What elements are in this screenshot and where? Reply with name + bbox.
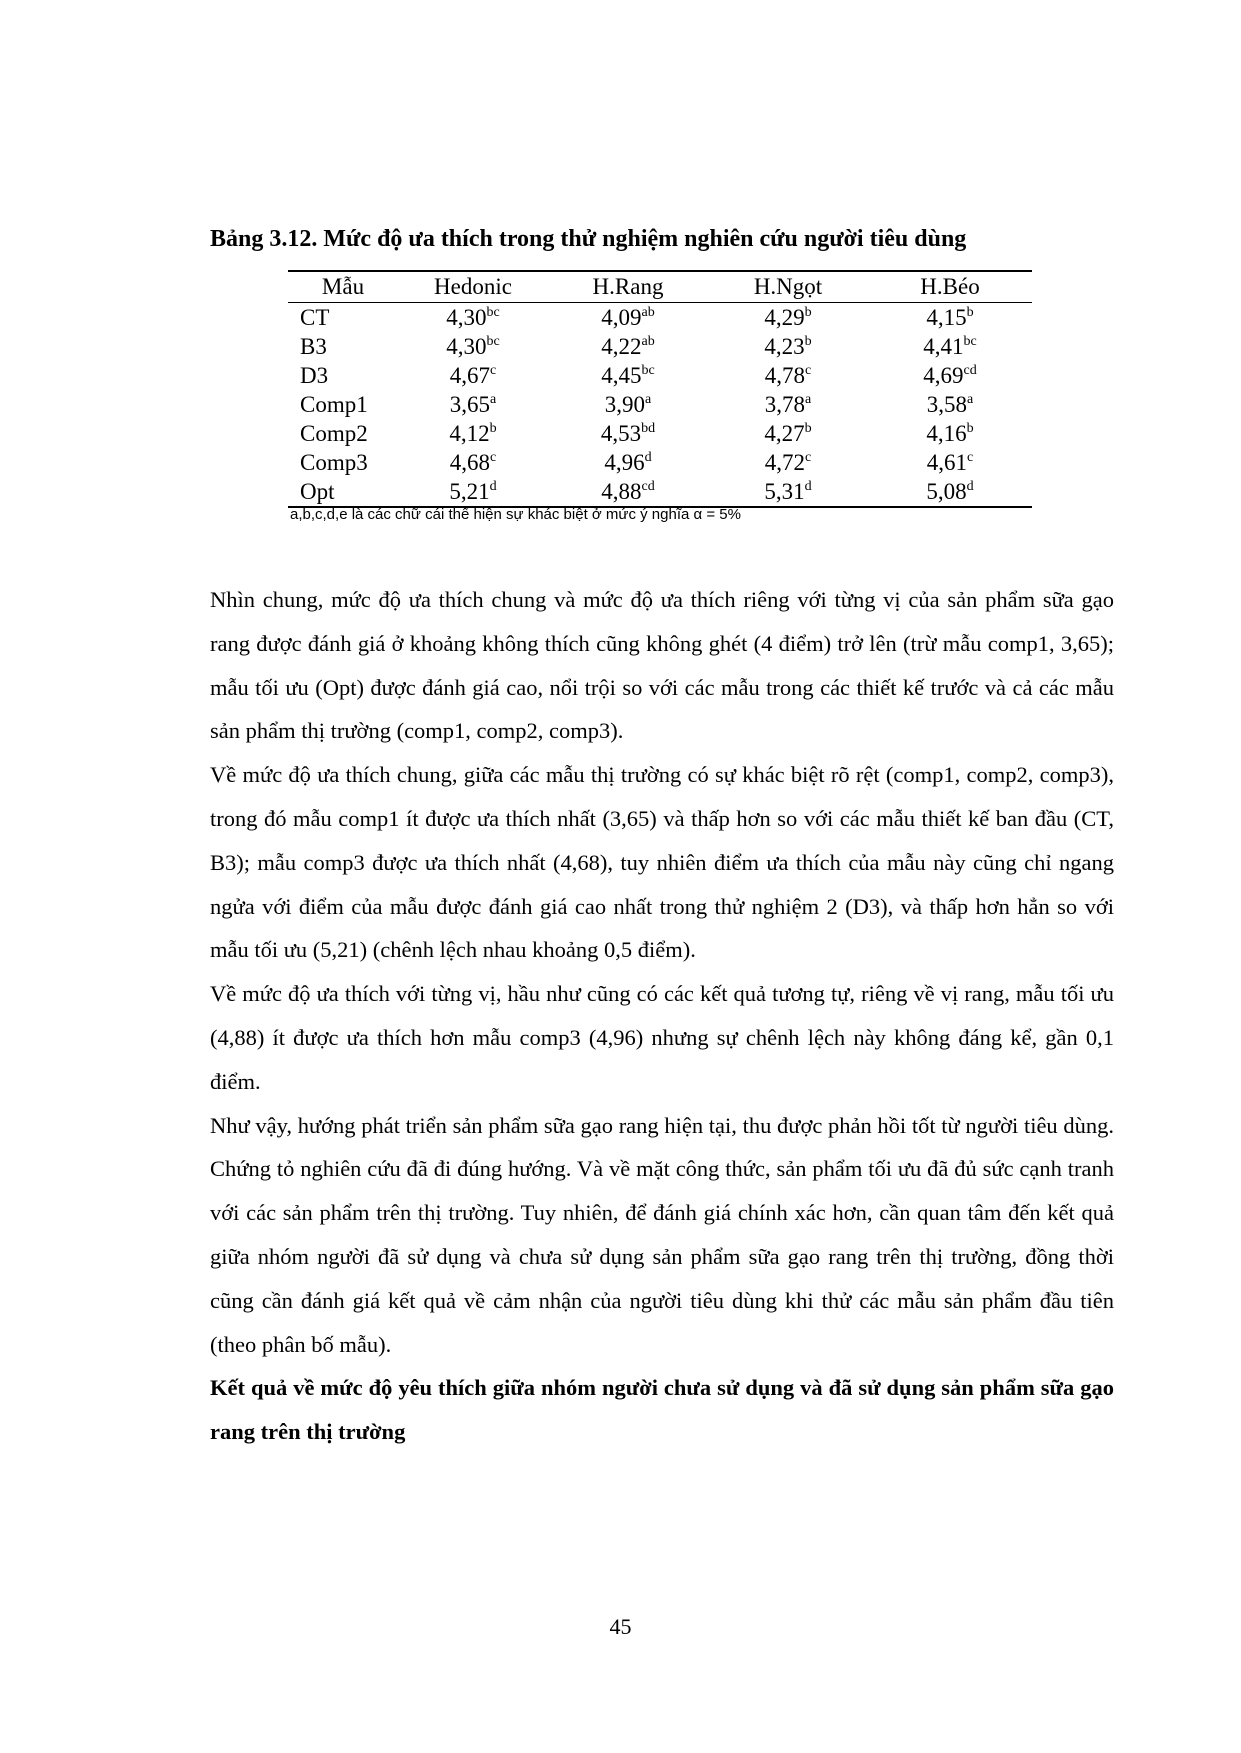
significance-letter: b <box>489 421 497 436</box>
cell-value: 4,41 <box>923 334 964 359</box>
sample-cell: Comp2 <box>300 421 368 446</box>
paragraph-4: Như vậy, hướng phát triển sản phẩm sữa gạo rang hiện tại, thu được phản hồi tốt từ người tiêu dùng. Chứng tỏ nghiên cứu đã đi đúng hướng. Và về mặt công thức, sản phẩm tối ưu đã đủ sức cạnh tranh với các sản phẩm trên thị trường. Tuy nhiên, để đánh giá chính xác hơn, cần quan tâm đến kết quả giữa nhóm người đã sử dụng và chưa sử dụng sản phẩm sữa gạo rang trên thị trường, đồng thời cũng cần đánh giá kết quả về cảm nhận của người tiêu dùng khi thử các mẫu sản phẩm đầu tiên (theo phân bố mẫu). <box>210 1112 1114 1357</box>
value-cell <box>398 419 548 448</box>
preference-table <box>288 270 1032 508</box>
table-caption: Bảng 3.12. Mức độ ưa thích trong thử nghiệm nghiên cứu người tiêu dùng <box>210 226 967 252</box>
value-cell <box>398 477 548 507</box>
significance-letter: a <box>805 392 812 407</box>
value-cell <box>708 448 868 477</box>
table-row <box>288 390 1032 419</box>
value-cell <box>868 477 1032 507</box>
table-row <box>288 448 1032 477</box>
body-text <box>210 578 1114 1454</box>
significance-letter: a <box>967 392 974 407</box>
paragraph-2: Về mức độ ưa thích chung, giữa các mẫu thị trường có sự khác biệt rõ rệt (comp1, comp2, comp3), trong đó mẫu comp1 ít được ưa thích nhất (3,65) và thấp hơn so với các mẫu thiết kế ban đầu (CT, B3); mẫu comp3 được ưa thích nhất (4,68), tuy nhiên điểm ưa thích của mẫu này cũng chỉ ngang ngửa với điểm của mẫu được đánh giá cao nhất trong thử nghiệm 2 (D3), và thấp hơn hẳn so với mẫu tối ưu (5,21) (chênh lệch nhau khoảng 0,5 điểm). <box>210 762 1114 963</box>
significance-letter: b <box>804 305 812 320</box>
significance-letter: bc <box>963 334 977 349</box>
value-cell <box>398 390 548 419</box>
table-header-row <box>288 271 1032 303</box>
significance-letter: b <box>804 421 812 436</box>
significance-letter: b <box>966 305 974 320</box>
significance-letter: ab <box>641 305 655 320</box>
value-cell <box>868 390 1032 419</box>
cell-value: 4,22 <box>601 334 642 359</box>
cell-value: 4,27 <box>764 421 805 446</box>
sample-cell: Comp3 <box>300 450 368 475</box>
value-cell <box>868 303 1032 333</box>
value-cell <box>398 332 548 361</box>
cell-value: 4,69 <box>923 363 964 388</box>
table-row <box>288 332 1032 361</box>
table-container <box>288 270 1032 508</box>
header-hedonic: Hedonic <box>398 271 548 303</box>
sample-cell: B3 <box>300 334 327 359</box>
significance-letter: bc <box>486 334 500 349</box>
value-cell <box>868 419 1032 448</box>
paragraph-1: Nhìn chung, mức độ ưa thích chung và mức độ ưa thích riêng với từng vị của sản phẩm sữa gạo rang được đánh giá ở khoảng không thích cũng không ghét (4 điểm) trở lên (trừ mẫu comp1, 3,65); mẫu tối ưu (Opt) được đánh giá cao, nổi trội so với các mẫu trong các thiết kế trước và cả các mẫu sản phẩm thị trường (comp1, comp2, comp3). <box>210 587 1114 744</box>
table-body <box>288 303 1032 508</box>
table-row <box>288 361 1032 390</box>
significance-letter: cd <box>963 363 977 378</box>
table-note: a,b,c,d,e là các chữ cái thể hiện sự khác biệt ở mức ý nghĩa α = 5% <box>290 506 741 523</box>
cell-value: 4,78 <box>764 363 806 388</box>
table-row <box>288 303 1032 333</box>
header-sample: Mẫu <box>288 271 398 303</box>
cell-value: 4,29 <box>764 305 805 330</box>
value-cell <box>708 390 868 419</box>
cell-value: 4,16 <box>926 421 967 446</box>
significance-letter: c <box>490 363 497 378</box>
cell-value: 4,88 <box>601 479 642 504</box>
cell-value: 4,09 <box>601 305 642 330</box>
value-cell <box>548 361 708 390</box>
sample-cell: Comp1 <box>300 392 368 417</box>
significance-letter: b <box>804 334 812 349</box>
value-cell <box>548 477 708 507</box>
cell-value: 5,08 <box>926 479 967 504</box>
cell-value: 4,61 <box>926 450 968 475</box>
value-cell <box>548 303 708 333</box>
value-cell <box>708 419 868 448</box>
header-h-rang: H.Rang <box>548 271 708 303</box>
significance-letter: cd <box>641 479 655 494</box>
significance-letter: c <box>805 363 812 378</box>
significance-letter: a <box>490 392 497 407</box>
value-cell <box>708 332 868 361</box>
significance-letter: c <box>967 450 974 465</box>
value-cell <box>548 419 708 448</box>
header-h-ngot: H.Ngọt <box>708 271 868 303</box>
cell-value: 4,96 <box>604 450 645 475</box>
value-cell <box>708 361 868 390</box>
value-cell <box>868 448 1032 477</box>
significance-letter: d <box>804 479 812 494</box>
significance-letter: a <box>645 392 652 407</box>
significance-letter: b <box>966 421 974 436</box>
section-heading: Kết quả về mức độ yêu thích giữa nhóm người chưa sử dụng và đã sử dụng sản phẩm sữa gạo rang trên thị trường <box>210 1375 1114 1445</box>
sample-cell: Opt <box>288 477 398 507</box>
sample-cell: CT <box>300 305 330 330</box>
significance-letter: d <box>489 479 497 494</box>
header-h-beo: H.Béo <box>868 271 1032 303</box>
cell-value: 5,31 <box>764 479 805 504</box>
significance-letter: bc <box>486 305 500 320</box>
cell-value: 3,58 <box>926 392 968 417</box>
significance-letter: c <box>490 450 497 465</box>
cell-value: 3,65 <box>449 392 491 417</box>
value-cell <box>548 448 708 477</box>
page-number: 45 <box>609 1614 632 1639</box>
significance-letter: bc <box>641 363 655 378</box>
sample-cell: D3 <box>300 363 329 388</box>
value-cell <box>398 303 548 333</box>
cell-value: 3,78 <box>764 392 806 417</box>
table-row <box>288 477 1032 507</box>
cell-value: 4,30 <box>446 305 487 330</box>
cell-value: 4,67 <box>449 363 491 388</box>
cell-value: 4,12 <box>449 421 490 446</box>
value-cell <box>868 332 1032 361</box>
cell-value: 4,15 <box>926 305 967 330</box>
cell-value: 4,23 <box>764 334 805 359</box>
significance-letter: c <box>805 450 812 465</box>
significance-letter: d <box>644 450 652 465</box>
cell-value: 4,30 <box>446 334 487 359</box>
significance-letter: ab <box>641 334 655 349</box>
cell-value: 4,45 <box>601 363 642 388</box>
cell-value: 4,72 <box>764 450 806 475</box>
table-row <box>288 419 1032 448</box>
cell-value: 4,53 <box>600 421 642 446</box>
paragraph-3: Về mức độ ưa thích với từng vị, hầu như cũng có các kết quả tương tự, riêng về vị rang, mẫu tối ưu (4,88) ít được ưa thích hơn mẫu comp3 (4,96) nhưng sự chênh lệch này không đáng kể, gần 0,1 điểm. <box>210 981 1114 1094</box>
value-cell <box>708 477 868 507</box>
significance-letter: bd <box>641 421 656 436</box>
cell-value: 4,68 <box>449 450 491 475</box>
cell-value: 3,90 <box>604 392 646 417</box>
value-cell <box>708 303 868 333</box>
cell-value: 5,21 <box>449 479 490 504</box>
value-cell <box>398 361 548 390</box>
value-cell <box>868 361 1032 390</box>
value-cell <box>398 448 548 477</box>
value-cell <box>548 332 708 361</box>
value-cell <box>548 390 708 419</box>
significance-letter: d <box>966 479 974 494</box>
